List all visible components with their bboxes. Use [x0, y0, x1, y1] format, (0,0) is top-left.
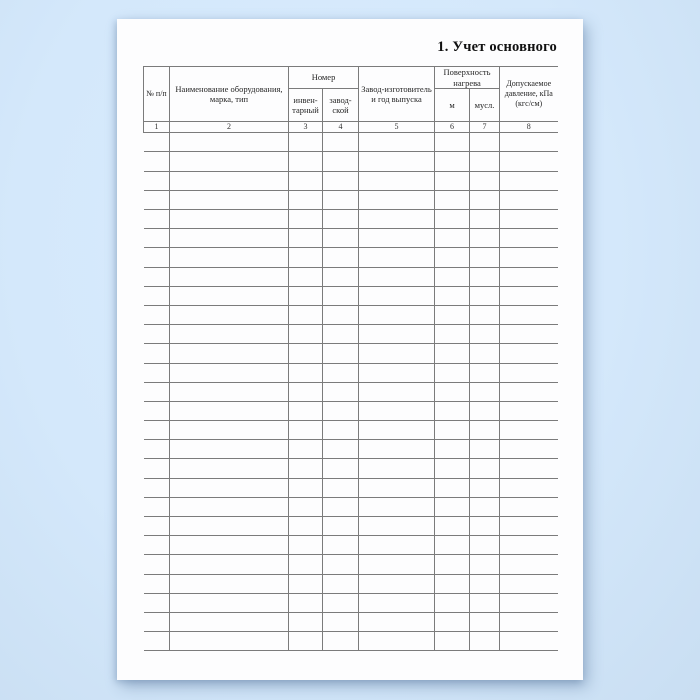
empty-cell [144, 267, 170, 286]
empty-cell [144, 305, 170, 324]
empty-cell [144, 421, 170, 440]
table-row [144, 382, 558, 401]
empty-cell [323, 190, 359, 209]
empty-cell [435, 286, 470, 305]
empty-cell [323, 517, 359, 536]
empty-cell [170, 459, 289, 478]
table-row [144, 325, 558, 344]
empty-cell [435, 133, 470, 152]
table-row [144, 632, 558, 651]
empty-cell [289, 133, 323, 152]
empty-cell [289, 248, 323, 267]
empty-cell [500, 459, 558, 478]
empty-cell [170, 248, 289, 267]
empty-cell [323, 344, 359, 363]
column-number: 7 [470, 122, 500, 133]
table-row [144, 574, 558, 593]
empty-cell [500, 305, 558, 324]
empty-cell [500, 344, 558, 363]
empty-cell [359, 286, 435, 305]
table-body [144, 133, 558, 651]
empty-cell [500, 286, 558, 305]
empty-cell [470, 536, 500, 555]
empty-cell [435, 229, 470, 248]
empty-cell [359, 440, 435, 459]
empty-cell [170, 305, 289, 324]
empty-cell [500, 440, 558, 459]
table-row [144, 555, 558, 574]
empty-cell [359, 574, 435, 593]
empty-cell [170, 133, 289, 152]
empty-cell [144, 190, 170, 209]
empty-cell [500, 190, 558, 209]
empty-cell [170, 555, 289, 574]
empty-cell [323, 363, 359, 382]
empty-cell [289, 152, 323, 171]
header-row-1 [144, 67, 558, 89]
table-row [144, 248, 558, 267]
empty-cell [170, 517, 289, 536]
col-header-pressure: Допускаемое давление, кПа (кгс/см) [500, 67, 558, 122]
empty-cell [470, 248, 500, 267]
equipment-log-table [143, 66, 558, 651]
empty-cell [470, 382, 500, 401]
empty-cell [144, 152, 170, 171]
empty-cell [359, 248, 435, 267]
empty-cell [500, 421, 558, 440]
empty-cell [289, 517, 323, 536]
empty-cell [144, 497, 170, 516]
table-row [144, 517, 558, 536]
empty-cell [289, 593, 323, 612]
empty-cell [170, 325, 289, 344]
empty-cell [435, 210, 470, 229]
table-header [144, 67, 558, 133]
empty-cell [359, 555, 435, 574]
empty-cell [435, 478, 470, 497]
empty-cell [144, 440, 170, 459]
empty-cell [144, 363, 170, 382]
empty-cell [435, 440, 470, 459]
column-number: 1 [144, 122, 170, 133]
empty-cell [435, 344, 470, 363]
empty-cell [359, 152, 435, 171]
page-title: 1. Учет основного [437, 39, 557, 55]
empty-cell [170, 497, 289, 516]
empty-cell [435, 152, 470, 171]
empty-cell [435, 536, 470, 555]
empty-cell [144, 401, 170, 420]
empty-cell [500, 497, 558, 516]
empty-cell [289, 574, 323, 593]
empty-cell [435, 593, 470, 612]
table-row [144, 286, 558, 305]
empty-cell [289, 325, 323, 344]
table-row [144, 459, 558, 478]
column-numbers-row [144, 122, 558, 133]
empty-cell [500, 574, 558, 593]
table-row [144, 363, 558, 382]
empty-cell [323, 612, 359, 631]
empty-cell [170, 267, 289, 286]
empty-cell [435, 632, 470, 651]
empty-cell [470, 305, 500, 324]
empty-cell [289, 267, 323, 286]
empty-cell [170, 536, 289, 555]
empty-cell [144, 133, 170, 152]
empty-cell [144, 632, 170, 651]
table-row [144, 478, 558, 497]
empty-cell [359, 421, 435, 440]
empty-cell [359, 382, 435, 401]
table-row [144, 344, 558, 363]
empty-cell [359, 459, 435, 478]
col-header-m: м [435, 89, 470, 122]
empty-cell [289, 305, 323, 324]
empty-cell [289, 210, 323, 229]
empty-cell [170, 574, 289, 593]
empty-cell [500, 267, 558, 286]
empty-cell [435, 171, 470, 190]
empty-cell [144, 574, 170, 593]
col-header-name: Наименование оборудования, марка, тип [170, 67, 289, 122]
empty-cell [470, 555, 500, 574]
empty-cell [323, 210, 359, 229]
empty-cell [470, 517, 500, 536]
empty-cell [144, 286, 170, 305]
empty-cell [359, 536, 435, 555]
empty-cell [500, 325, 558, 344]
empty-cell [435, 517, 470, 536]
empty-cell [500, 229, 558, 248]
empty-cell [144, 210, 170, 229]
empty-cell [435, 401, 470, 420]
empty-cell [359, 210, 435, 229]
empty-cell [359, 401, 435, 420]
col-group-number: Номер [289, 67, 359, 89]
column-number: 3 [289, 122, 323, 133]
empty-cell [500, 248, 558, 267]
empty-cell [289, 497, 323, 516]
empty-cell [289, 459, 323, 478]
empty-cell [435, 325, 470, 344]
empty-cell [359, 478, 435, 497]
empty-cell [359, 190, 435, 209]
empty-cell [435, 421, 470, 440]
empty-cell [170, 632, 289, 651]
col-header-manufacturer: Завод-изготовитель и год выпуска [359, 67, 435, 122]
empty-cell [435, 555, 470, 574]
empty-cell [170, 229, 289, 248]
empty-cell [470, 171, 500, 190]
empty-cell [289, 401, 323, 420]
empty-cell [289, 440, 323, 459]
col-header-no: № п/п [144, 67, 170, 122]
empty-cell [323, 229, 359, 248]
empty-cell [289, 229, 323, 248]
table-row [144, 305, 558, 324]
column-number: 5 [359, 122, 435, 133]
empty-cell [500, 593, 558, 612]
column-number: 8 [500, 122, 558, 133]
table-row [144, 421, 558, 440]
empty-cell [470, 344, 500, 363]
empty-cell [170, 210, 289, 229]
empty-cell [359, 267, 435, 286]
empty-cell [289, 363, 323, 382]
empty-cell [500, 517, 558, 536]
empty-cell [435, 497, 470, 516]
empty-cell [323, 133, 359, 152]
empty-cell [359, 344, 435, 363]
empty-cell [144, 248, 170, 267]
empty-cell [144, 555, 170, 574]
empty-cell [170, 344, 289, 363]
empty-cell [144, 171, 170, 190]
empty-cell [470, 478, 500, 497]
empty-cell [170, 478, 289, 497]
empty-cell [323, 286, 359, 305]
empty-cell [323, 632, 359, 651]
col-group-heating-surface: Поверхность нагрева [435, 67, 500, 89]
empty-cell [289, 536, 323, 555]
empty-cell [359, 632, 435, 651]
empty-cell [323, 421, 359, 440]
empty-cell [170, 401, 289, 420]
empty-cell [500, 210, 558, 229]
empty-cell [170, 382, 289, 401]
empty-cell [470, 190, 500, 209]
empty-cell [323, 459, 359, 478]
empty-cell [170, 171, 289, 190]
table-row [144, 152, 558, 171]
empty-cell [170, 593, 289, 612]
empty-cell [435, 267, 470, 286]
empty-cell [470, 632, 500, 651]
empty-cell [289, 382, 323, 401]
table-row [144, 401, 558, 420]
empty-cell [323, 401, 359, 420]
empty-cell [144, 344, 170, 363]
table-row [144, 267, 558, 286]
empty-cell [144, 229, 170, 248]
empty-cell [323, 267, 359, 286]
empty-cell [323, 382, 359, 401]
empty-cell [470, 267, 500, 286]
empty-cell [170, 190, 289, 209]
table-row [144, 171, 558, 190]
empty-cell [500, 478, 558, 497]
column-number: 2 [170, 122, 289, 133]
empty-cell [435, 190, 470, 209]
empty-cell [323, 478, 359, 497]
empty-cell [470, 229, 500, 248]
table-row [144, 497, 558, 516]
empty-cell [470, 133, 500, 152]
empty-cell [359, 593, 435, 612]
table-row [144, 210, 558, 229]
empty-cell [323, 536, 359, 555]
table-row [144, 593, 558, 612]
empty-cell [170, 363, 289, 382]
empty-cell [323, 593, 359, 612]
empty-cell [170, 421, 289, 440]
empty-cell [323, 497, 359, 516]
empty-cell [500, 536, 558, 555]
empty-cell [323, 574, 359, 593]
empty-cell [470, 574, 500, 593]
col-header-m-usl: мусл. [470, 89, 500, 122]
empty-cell [170, 152, 289, 171]
empty-cell [470, 612, 500, 631]
col-header-inventory-number: инвен-тарный [289, 89, 323, 122]
empty-cell [289, 555, 323, 574]
empty-cell [144, 459, 170, 478]
table-row [144, 612, 558, 631]
empty-cell [470, 210, 500, 229]
empty-cell [144, 612, 170, 631]
empty-cell [359, 363, 435, 382]
empty-cell [500, 401, 558, 420]
column-number: 4 [323, 122, 359, 133]
empty-cell [500, 171, 558, 190]
table-row [144, 133, 558, 152]
empty-cell [323, 152, 359, 171]
table-row [144, 229, 558, 248]
empty-cell [170, 612, 289, 631]
empty-cell [359, 305, 435, 324]
empty-cell [144, 478, 170, 497]
empty-cell [500, 555, 558, 574]
column-number: 6 [435, 122, 470, 133]
empty-cell [470, 325, 500, 344]
empty-cell [323, 248, 359, 267]
empty-cell [470, 459, 500, 478]
empty-cell [500, 363, 558, 382]
empty-cell [144, 382, 170, 401]
table-row [144, 190, 558, 209]
empty-cell [435, 382, 470, 401]
empty-cell [289, 190, 323, 209]
col-header-factory-number: завод-ской [323, 89, 359, 122]
empty-cell [170, 286, 289, 305]
empty-cell [435, 574, 470, 593]
empty-cell [289, 478, 323, 497]
empty-cell [323, 440, 359, 459]
empty-cell [170, 440, 289, 459]
empty-cell [470, 401, 500, 420]
empty-cell [289, 171, 323, 190]
empty-cell [289, 632, 323, 651]
empty-cell [359, 325, 435, 344]
empty-cell [470, 152, 500, 171]
empty-cell [289, 286, 323, 305]
empty-cell [470, 286, 500, 305]
table-row [144, 440, 558, 459]
empty-cell [500, 152, 558, 171]
empty-cell [144, 536, 170, 555]
empty-cell [144, 325, 170, 344]
empty-cell [323, 325, 359, 344]
empty-cell [323, 555, 359, 574]
empty-cell [435, 363, 470, 382]
empty-cell [500, 133, 558, 152]
empty-cell [359, 612, 435, 631]
empty-cell [470, 497, 500, 516]
empty-cell [435, 248, 470, 267]
document-page [117, 19, 583, 680]
empty-cell [470, 421, 500, 440]
empty-cell [359, 517, 435, 536]
empty-cell [289, 612, 323, 631]
empty-cell [144, 593, 170, 612]
empty-cell [435, 612, 470, 631]
empty-cell [435, 459, 470, 478]
empty-cell [323, 305, 359, 324]
empty-cell [289, 421, 323, 440]
table-row [144, 536, 558, 555]
empty-cell [144, 517, 170, 536]
empty-cell [359, 497, 435, 516]
empty-cell [289, 344, 323, 363]
empty-cell [323, 171, 359, 190]
empty-cell [359, 229, 435, 248]
empty-cell [435, 305, 470, 324]
empty-cell [470, 593, 500, 612]
empty-cell [500, 612, 558, 631]
empty-cell [500, 632, 558, 651]
empty-cell [359, 133, 435, 152]
empty-cell [500, 382, 558, 401]
empty-cell [470, 363, 500, 382]
empty-cell [359, 171, 435, 190]
empty-cell [470, 440, 500, 459]
